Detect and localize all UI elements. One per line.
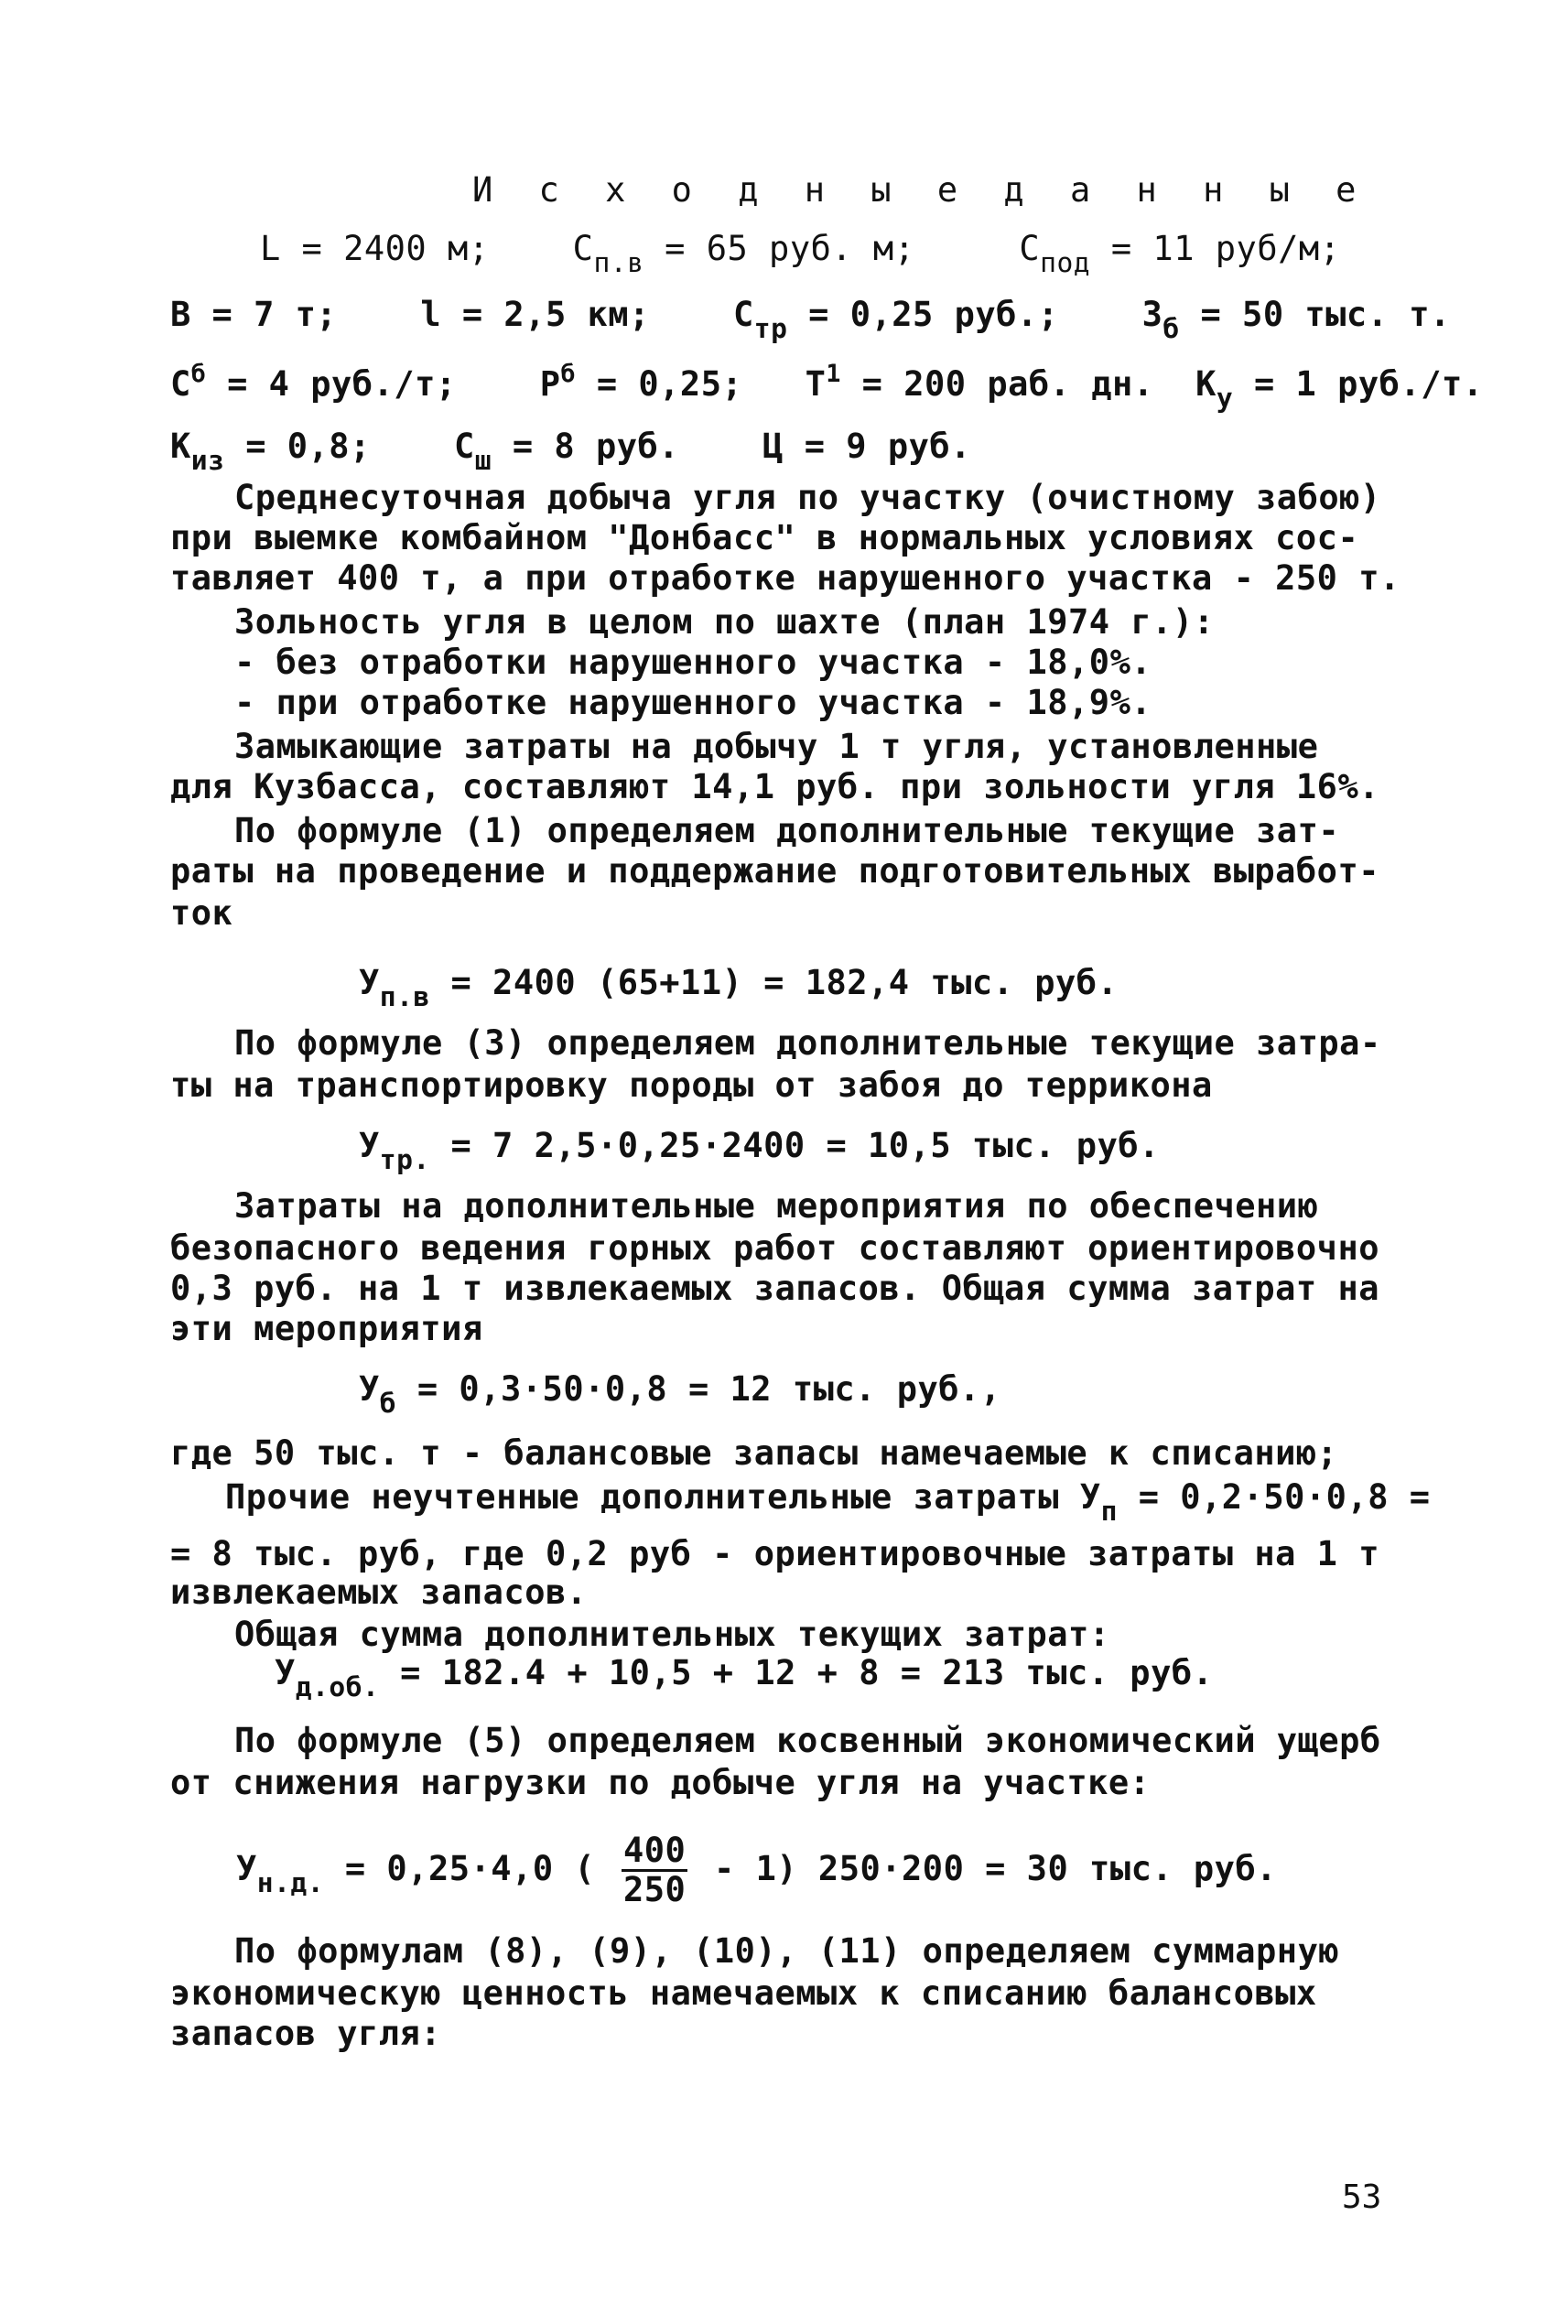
formula-1-value: = 2400 (65+11) = 182,4 тыс. руб. — [429, 963, 1119, 1002]
param-Ky-sub: у — [1216, 383, 1234, 415]
text-line: По формуле (1) определяем дополнительные текущие зат- — [234, 811, 1340, 850]
text-line: - при отработке нарушенного участка - 18,9%. — [234, 683, 1152, 722]
param-L-value: = 2400 м; — [280, 229, 490, 268]
text-line: от снижения нагрузки по добыче угля на участке: — [170, 1763, 1151, 1802]
param-Zb-value: = 50 тыс. т. — [1179, 295, 1451, 334]
text-line: ты на транспортировку породы от забоя до терриконa — [170, 1065, 1213, 1105]
text-line: Общая сумма дополнительных текущих затрат: — [234, 1615, 1110, 1654]
text-line: Затраты на дополнительные мероприятия по обеспечению — [234, 1186, 1319, 1226]
formula-4-value: = 182.4 + 10,5 + 12 + 8 = 213 тыс. руб. — [379, 1653, 1214, 1692]
text-line: Зольность угля в целом по шахте (план 1974 г.): — [234, 602, 1215, 642]
param-Cpod-value: = 11 руб/м; — [1090, 229, 1341, 268]
text-line: безопасного ведения горных работ составляют ориентировочно — [170, 1228, 1380, 1268]
fraction-denominator: 250 — [622, 1870, 687, 1909]
formula-2-value: = 7 2,5·0,25·2400 = 10,5 тыс. руб. — [429, 1126, 1160, 1165]
param-Cpv-sub: п.в — [593, 247, 644, 279]
param-Ctr: С — [732, 295, 754, 334]
param-Ky-value: = 1 руб./т. — [1233, 364, 1484, 404]
param-line-2 — [170, 295, 1451, 345]
param-Cpod-sub: под — [1040, 247, 1091, 279]
param-Zb-sub: б — [1162, 313, 1180, 345]
text-line: По формулам (8), (9), (10), (11) определяем суммарную — [234, 1931, 1340, 1971]
formula-3-sub: б — [379, 1388, 397, 1420]
param-l: l = 2,5 км; — [420, 295, 650, 334]
param-Zb: З — [1141, 295, 1163, 334]
formula-3-symbol: У — [359, 1369, 380, 1409]
param-Cb-sup: б — [190, 360, 207, 389]
param-T1-value: = 200 раб. дн. — [840, 364, 1154, 404]
formula-3-value: = 0,3·50·0,8 = 12 тыс. руб., — [396, 1369, 1001, 1409]
param-line-3 — [170, 360, 1484, 415]
param-Ctr-sub: тр — [753, 313, 788, 345]
param-line-4 — [170, 427, 971, 477]
text-line: эти мероприятия — [170, 1309, 483, 1348]
text-line: = 8 тыс. руб, где 0,2 руб - ориентировочные затраты на 1 т — [170, 1534, 1380, 1573]
section-title: И с х о д н ы е д а н н ы е — [472, 170, 1369, 210]
param-Csh-sub: ш — [474, 445, 492, 477]
text-line: 0,3 руб. на 1 т извлекаемых запасов. Общая сумма затрат на — [170, 1269, 1380, 1308]
text-line: извлекаемых запасов. — [170, 1573, 588, 1612]
param-Csh-value: = 8 руб. — [492, 427, 680, 466]
text-line: при выемке комбайном "Донбасс" в нормальных условиях сос- — [170, 518, 1359, 557]
formula-1-sub: п.в — [379, 981, 430, 1013]
formula-5-fraction — [622, 1832, 687, 1908]
text-line: - без отработки нарушенного участка - 18,0%. — [234, 643, 1152, 682]
text-line: По формуле (3) определяем дополнительные текущие затра- — [234, 1023, 1381, 1063]
param-B: В = 7 т; — [170, 295, 338, 334]
text-line: для Кузбасса, составляют 14,1 руб. при зольности угля 16%. — [170, 767, 1380, 806]
text-line: Среднесуточная добыча угля по участку (очистному забою) — [234, 478, 1381, 517]
text-p8-sub: п — [1100, 1496, 1118, 1528]
param-Cpv: С — [572, 229, 594, 268]
formula-3 — [359, 1369, 1001, 1420]
text-line — [225, 1477, 1431, 1528]
text-line: где 50 тыс. т - балансовые запасы намечаемые к списанию; — [170, 1433, 1338, 1473]
param-Pb-value: = 0,25; — [576, 364, 743, 404]
text-line: По формуле (5) определяем косвенный экономический ущерб — [234, 1721, 1381, 1760]
formula-2-sub: тр. — [379, 1144, 430, 1176]
param-Cpod: С — [1019, 229, 1041, 268]
text-p8-value: = 0,2·50·0,8 = — [1117, 1477, 1431, 1517]
fraction-numerator: 400 — [622, 1831, 687, 1870]
param-Cb: С — [170, 364, 191, 404]
text-line: раты на проведение и поддержание подготовительных выработ- — [170, 851, 1380, 891]
param-Cb-value: = 4 руб./т; — [206, 364, 457, 404]
param-line-1 — [260, 229, 1341, 279]
param-Cpv-value: = 65 руб. м; — [643, 229, 915, 268]
formula-5 — [236, 1831, 1277, 1909]
formula-4 — [275, 1653, 1214, 1703]
param-Kiz: К — [170, 427, 191, 466]
param-T1-sup: 1 — [826, 360, 841, 389]
text-line: Замыкающие затраты на добычу 1 т угля, установленные — [234, 727, 1319, 766]
formula-1 — [359, 963, 1119, 1013]
formula-2 — [359, 1126, 1160, 1176]
formula-5-prefix: = 0,25·4,0 ( — [324, 1849, 596, 1888]
param-Csh: С — [453, 427, 475, 466]
param-Pb-sup: б — [560, 360, 577, 389]
text-p8-part: Прочие неучтенные дополнительные затраты У — [225, 1477, 1101, 1517]
page-number: 53 — [1342, 2178, 1382, 2216]
param-L: L — [260, 229, 281, 268]
text-line: экономическую ценность намечаемых к списанию балансовых — [170, 1973, 1317, 2013]
formula-4-sub: д.об. — [295, 1671, 380, 1703]
param-Ky: К — [1195, 364, 1217, 404]
param-Kiz-sub: из — [190, 445, 225, 477]
formula-2-symbol: У — [359, 1126, 380, 1165]
formula-4-symbol: У — [275, 1653, 296, 1692]
text-line: запасов угля: — [170, 2014, 442, 2053]
param-T1: Т — [805, 364, 827, 404]
param-Ctr-value: = 0,25 руб.; — [787, 295, 1059, 334]
param-Pb: Р — [539, 364, 561, 404]
formula-5-suffix: - 1) 250·200 = 30 тыс. руб. — [714, 1849, 1277, 1888]
param-Ts: Ц = 9 руб. — [762, 427, 971, 466]
formula-5-sub: н.д. — [256, 1867, 325, 1899]
formula-1-symbol: У — [359, 963, 380, 1002]
formula-5-symbol: У — [236, 1849, 257, 1888]
param-Kiz-value: = 0,8; — [224, 427, 371, 466]
text-line: ток — [170, 893, 233, 933]
text-line: тавляет 400 т, а при отработке нарушенного участка - 250 т. — [170, 558, 1400, 598]
